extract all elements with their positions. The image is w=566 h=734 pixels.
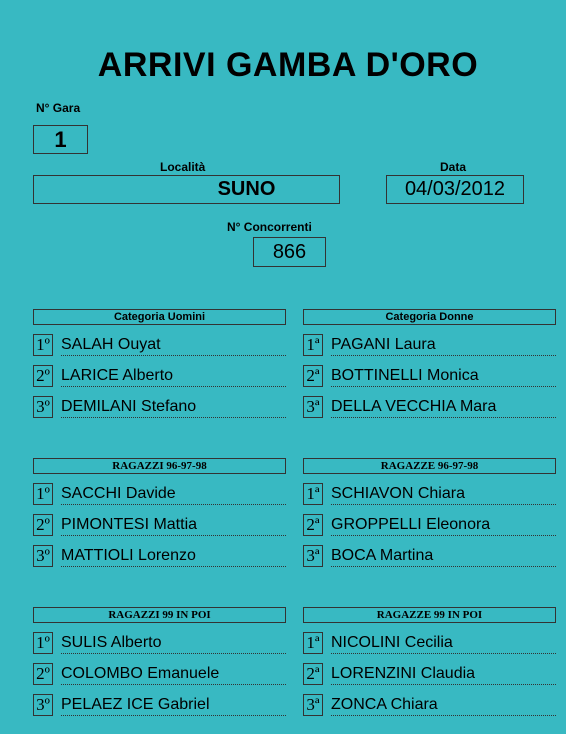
athlete-name: BOCA Martina — [331, 545, 556, 567]
rank-badge: 2º — [33, 514, 53, 536]
category-heading-ragazzi-96-98: RAGAZZI 96-97-98 — [33, 458, 286, 474]
list-item — [303, 365, 556, 387]
gara-number: 1 — [33, 125, 88, 154]
athlete-name: DEMILANI Stefano — [61, 396, 286, 418]
rank-badge: 1º — [33, 334, 53, 356]
rank-badge: 2º — [33, 365, 53, 387]
athlete-name: SCHIAVON Chiara — [331, 483, 556, 505]
list-item — [303, 663, 556, 685]
rank-badge: 1º — [33, 632, 53, 654]
athlete-name: SALAH Ouyat — [61, 334, 286, 356]
rank-badge: 1º — [33, 483, 53, 505]
rank-badge: 3º — [33, 694, 53, 716]
list-item — [33, 514, 286, 536]
athlete-name: SACCHI Davide — [61, 483, 286, 505]
rank-badge: 3ª — [303, 396, 323, 418]
athlete-name: COLOMBO Emanuele — [61, 663, 286, 685]
list-item — [33, 545, 286, 567]
list-item — [303, 483, 556, 505]
list-item — [303, 396, 556, 418]
athlete-name: ZONCA Chiara — [331, 694, 556, 716]
athlete-name: PIMONTESI Mattia — [61, 514, 286, 536]
list-item — [303, 545, 556, 567]
rank-badge: 1ª — [303, 483, 323, 505]
list-item — [33, 483, 286, 505]
athlete-name: DELLA VECCHIA Mara — [331, 396, 556, 418]
category-heading-ragazze-99: RAGAZZE 99 IN POI — [303, 607, 556, 623]
category-heading-ragazze-96-98: RAGAZZE 96-97-98 — [303, 458, 556, 474]
athlete-name: NICOLINI Cecilia — [331, 632, 556, 654]
list-item — [303, 514, 556, 536]
page-title: ARRIVI GAMBA D'ORO — [97, 46, 479, 84]
list-item — [33, 632, 286, 654]
athlete-name: LORENZINI Claudia — [331, 663, 556, 685]
localita-value: SUNO — [33, 175, 340, 204]
localita-label: Località — [160, 160, 206, 174]
rank-badge: 2º — [33, 663, 53, 685]
rank-badge: 3ª — [303, 545, 323, 567]
rank-badge: 2ª — [303, 365, 323, 387]
concorrenti-value: 866 — [253, 237, 326, 267]
gara-label: N° Gara — [36, 101, 81, 115]
list-item — [303, 694, 556, 716]
list-item — [33, 663, 286, 685]
athlete-name: MATTIOLI Lorenzo — [61, 545, 286, 567]
list-item — [33, 334, 286, 356]
date-value: 04/03/2012 — [386, 175, 524, 204]
data-label: Data — [440, 160, 467, 174]
athlete-name: GROPPELLI Eleonora — [331, 514, 556, 536]
list-item — [303, 334, 556, 356]
category-heading-uomini: Categoria Uomini — [33, 309, 286, 325]
athlete-name: PAGANI Laura — [331, 334, 556, 356]
athlete-name: PELAEZ ICE Gabriel — [61, 694, 286, 716]
category-heading-ragazzi-99: RAGAZZI 99 IN POI — [33, 607, 286, 623]
list-item — [33, 365, 286, 387]
rank-badge: 1ª — [303, 334, 323, 356]
athlete-name: SULIS Alberto — [61, 632, 286, 654]
list-item — [303, 632, 556, 654]
rank-badge: 3º — [33, 545, 53, 567]
list-item — [33, 694, 286, 716]
athlete-name: LARICE Alberto — [61, 365, 286, 387]
rank-badge: 2ª — [303, 514, 323, 536]
category-heading-donne: Categoria Donne — [303, 309, 556, 325]
rank-badge: 3ª — [303, 694, 323, 716]
list-item — [33, 396, 286, 418]
rank-badge: 2ª — [303, 663, 323, 685]
rank-badge: 1ª — [303, 632, 323, 654]
athlete-name: BOTTINELLI Monica — [331, 365, 556, 387]
concorrenti-label: N° Concorrenti — [227, 220, 312, 234]
rank-badge: 3º — [33, 396, 53, 418]
